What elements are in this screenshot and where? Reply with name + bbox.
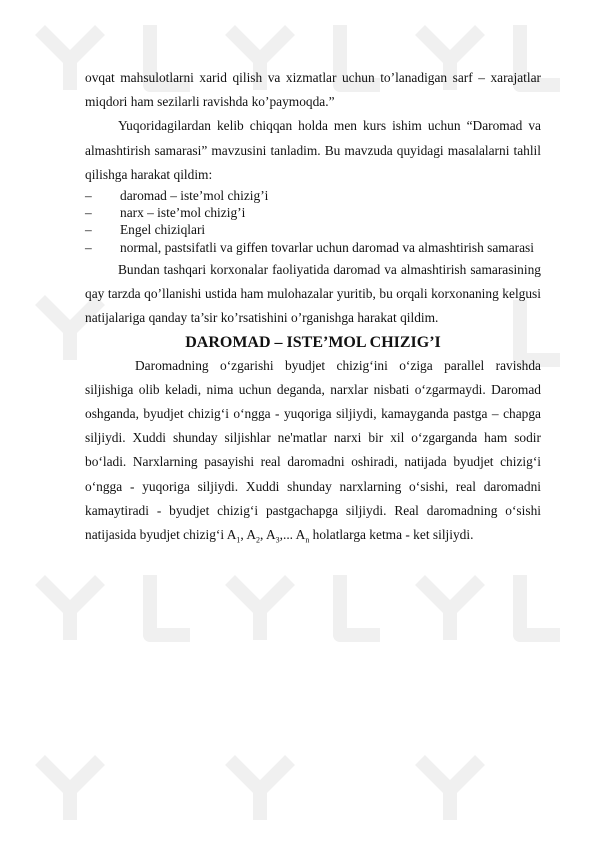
section-heading: DAROMAD – ISTE’MOL CHIZIG’I <box>185 333 441 351</box>
topic-list <box>85 187 541 258</box>
dash-bullet: – <box>85 240 92 256</box>
paragraph-enterprise: Bundan tashqari korxonalar faoliyatida daromad va almashtirish samarasining qay tarzda qo’llanishi ustida ham mulohazalar yuritib, bu orqali korxonaning kelgusi natijalariga qanday ta’sir ko’rsatishini o’rganishga harakat qildim. <box>85 262 541 326</box>
list-item-text: narx – iste’mol chizig’i <box>120 205 246 221</box>
list-item-text: daromad – iste’mol chizig’i <box>120 188 269 204</box>
paragraph-tail: holatlarga ketma - ket siljiydi. <box>309 527 474 543</box>
paragraph-income-change: Daromadning o‘zgarishi byudjet chizig‘ini o‘ziga parallel ravishda siljishiga olib keladi, nima uchun deganda, narxlar nisbati o‘zgarmaydi. Daromad oshganda, byudjet chizig‘i o‘ngga - yuqoriga siljiydi, kamayganda pastga – chapga siljiydi. Xuddi shunday siljishlar ne'matlar narxi bir xil o‘zgarganda ham sodir bo‘ladi. Narxlarning pasayishi real daromadni oshiradi, natijada byudjet chizig‘i o‘ngga - yuqoriga siljiydi. Xuddi shunday narxlarning o‘sishi, real daromadni kamaytiradi - byudjet chizig‘i pastgachapga siljiydi. Real daromadning o‘sishi natijasida byudjet chizig‘i $A_1$, $A_2$, $A_3$,... $A_n$ holatlarga ketma - ket siljiydi. <box>85 357 541 545</box>
dash-bullet: – <box>85 188 92 204</box>
symbol-a3: $A_3$ <box>265 527 280 545</box>
dash-bullet: – <box>85 222 92 238</box>
paragraph-text: Daromadning o‘zgarishi byudjet chizig‘ini o‘ziga parallel ravishda siljishiga olib keladi, nima uchun deganda, narxlar nisbati o‘zgarmaydi. Daromad oshganda, byudjet chizig‘i o‘ngga - yuqoriga siljiydi, kamayganda pastga – chapga siljiydi. Xuddi shunday siljishlar ne'matlar narxi bir xil o‘zgarganda ham sodir bo‘ladi. Narxlarning pasayishi real daromadni oshiradi, natijada byudjet chizig‘i o‘ngga - yuqoriga siljiydi. Xuddi shunday narxlarning o‘sishi, real daromadni kamaytiradi - byudjet chizig‘i pastgachapga siljiydi. Real daromadning o‘sishi natijasida byudjet chizig‘i <box>85 357 541 543</box>
paragraph-topic: Yuqoridagilardan kelib chiqqan holda men kurs ishim uchun “Daromad va almashtirish samarasi” mavzusini tanladim. Bu mavzuda quyidagi masalalarni tahlil qilishga harakat qildim: <box>85 118 541 182</box>
list-item-text: normal, pastsifatli va giffen tovarlar uchun daromad va almashtirish samarasi <box>120 240 534 256</box>
symbol-a1: $A_1$ <box>226 527 241 545</box>
list-item-text: Engel chiziqlari <box>120 222 206 238</box>
paragraph-intro-continued: ovqat mahsulotlarni xarid qilish va xizmatlar uchun to’lanadigan sarf – xarajatlar miqdori ham sezilarli ravishda ko’paymoqda.” <box>85 70 541 110</box>
symbol-an: $A_n$ <box>295 527 310 545</box>
list-item <box>85 238 541 258</box>
document-body <box>85 66 541 547</box>
list-item <box>85 187 541 204</box>
list-item <box>85 221 541 238</box>
symbol-a2: $A_2$ <box>246 527 260 545</box>
list-item <box>85 204 541 221</box>
dash-bullet: – <box>85 205 92 221</box>
